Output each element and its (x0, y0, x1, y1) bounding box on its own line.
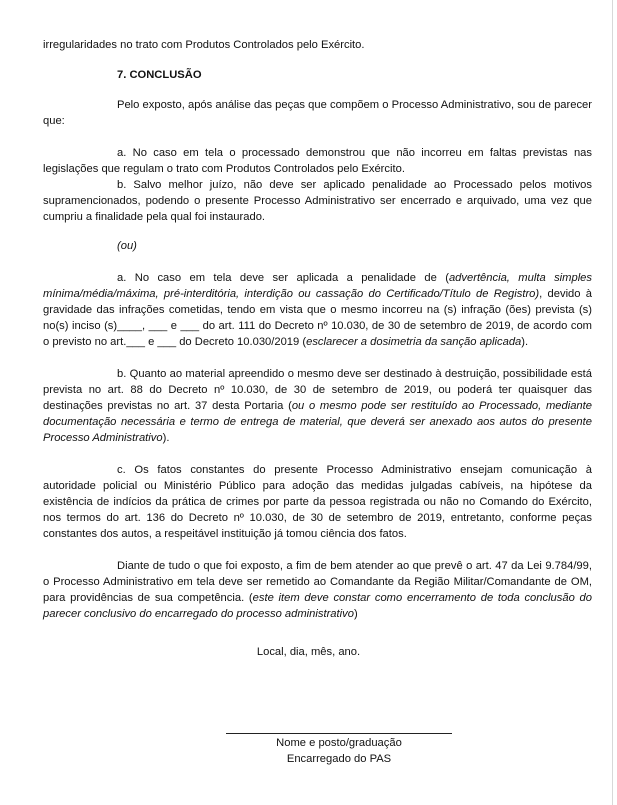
item-b-no-penalty: b. Salvo melhor juízo, não deve ser aplicado penalidade ao Processado pelos motivos supramencionados, podendo o presente Processo Administrativo ser encerrado e arquivado, uma vez que cumpriu a finalidade pela qual foi instaurado. (43, 179, 592, 223)
signature-line (226, 733, 452, 734)
document-body (43, 37, 592, 622)
final-paragraph-text: Diante de tudo o que foi exposto, a fim de bem atender ao que prevê o art. 47 da Lei 9.784/99, o Processo Administrativo em tela deve ser remetido ao Comandante da Região Militar/Comandante de OM, para providências de sua competência. ( (43, 560, 592, 604)
page-edge (612, 0, 613, 805)
intro-line: irregularidades no trato com Produtos Controlados pelo Exército. (43, 39, 365, 51)
item-b-material-note: ou o mesmo pode ser restituído ao Processado, mediante documentação necessária e termo de entrega de material, que deverá ser anexado aos autos do presente Processo Administrativo (43, 400, 592, 444)
alternative-marker: (ou) (117, 240, 137, 252)
item-a-penalty-note: esclarecer a dosimetria da sanção aplicada (306, 336, 522, 348)
final-paragraph-end: ) (353, 608, 358, 620)
paragraph-intro: Pelo exposto, após análise das peças que compõem o Processo Administrativo, sou de parecer que: (43, 99, 592, 127)
item-b-material (43, 366, 592, 446)
signer-name: Nome e posto/graduação (276, 737, 402, 749)
place-date: Local, dia, mês, ano. (256, 646, 361, 658)
item-a-no-fault: a. No caso em tela o processado demonstrou que não incorreu em faltas previstas nas legislações que regulam o trato com Produtos Controlados pelo Exército. (43, 147, 592, 175)
item-a-penalty-end: ). (521, 336, 529, 348)
signer-role: Encarregado do PAS (286, 753, 392, 765)
item-b-material-text: b. Quanto ao material apreendido o mesmo deve ser destinado à destruição, possibilidade está prevista no art. 88 do Decreto nº 10.030, de 30 de setembro de 2019, ou poderá ter quaisquer das destinações previstas no art. 37 desta Portaria ( (43, 368, 592, 412)
signature-block (226, 735, 452, 767)
item-a-penalty-body: , devido à gravidade das infrações cometidas, tendo em vista que o mesmo incorreu na (s) infração (ões) prevista (s) no(s) inciso (s)____, ___ e ___ do art. 111 do Decreto nº 10.030, de 30 de setembro de 2019, de acordo com o previsto no art.___ e ___ do Decreto 10.030/2019 ( (43, 288, 592, 348)
final-paragraph-note: este item deve constar como encerramento de toda conclusão do parecer conclusivo do encarregado do processo administrativo (43, 592, 593, 620)
item-c-communication: c. Os fatos constantes do presente Processo Administrativo ensejam comunicação à autoridade policial ou Ministério Público para adoção das medidas julgadas cabíveis, na hipótese da existência de indícios da prática de crimes por parte da pessoa registrada ou não no Comando do Exército, nos termos do art. 136 do Decreto nº 10.030, de 30 de setembro de 2019, entretanto, conforme peças constantes dos autos, a respeitável instituição já tomou ciência dos fatos. (43, 464, 592, 540)
final-paragraph (43, 558, 592, 622)
section-title: 7. CONCLUSÃO (117, 69, 202, 81)
item-a-penalty (43, 270, 592, 350)
item-a-penalty-options: advertência, multa simples mínima/média/máxima, pré-interditória, interdição ou cassação do Certificado/Título de Registro) (43, 272, 592, 300)
item-b-material-end: ). (162, 432, 170, 444)
item-a-penalty-text: a. No caso em tela deve ser aplicada a penalidade de ( (117, 272, 449, 284)
